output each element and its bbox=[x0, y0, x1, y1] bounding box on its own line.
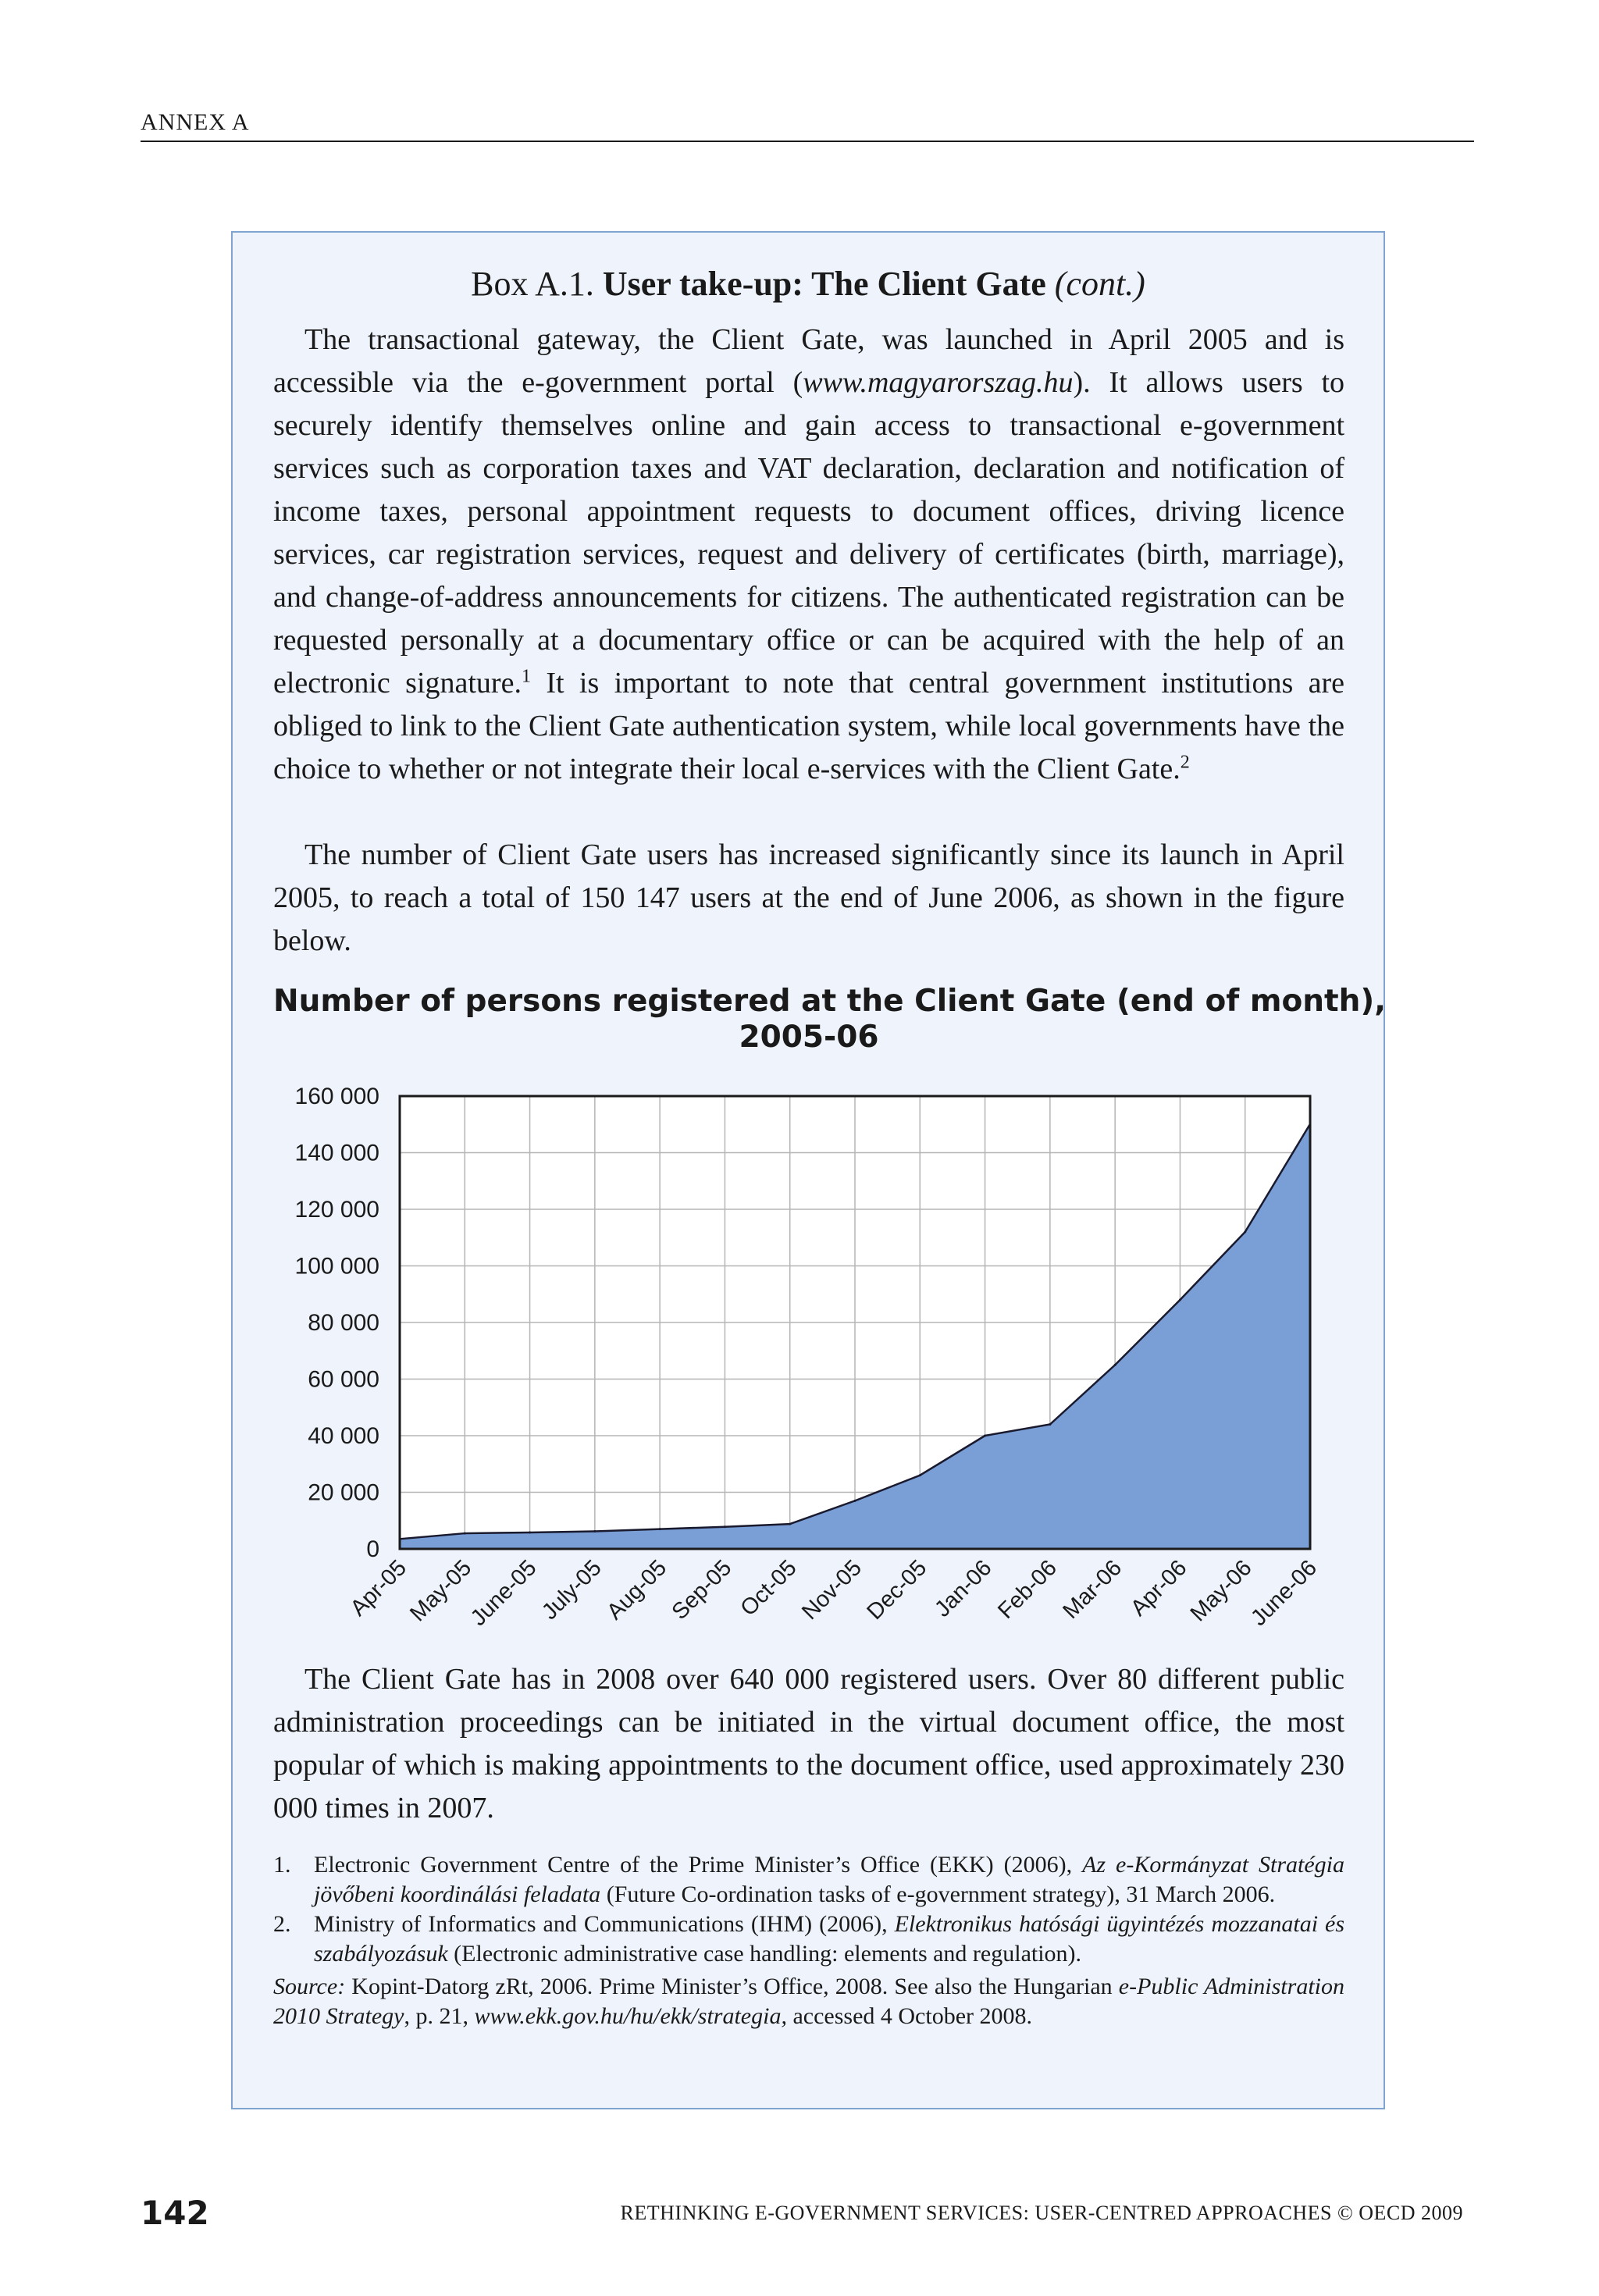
source-text: Kopint-Datorg zRt, 2006. Prime Minister’s Office, 2008. See also the Hungarian bbox=[345, 1974, 1119, 1999]
data-point bbox=[464, 1532, 466, 1535]
y-tick-label: 0 bbox=[366, 1536, 379, 1562]
y-tick-label: 80 000 bbox=[308, 1310, 379, 1336]
page-number: 142 bbox=[141, 2194, 209, 2232]
data-point bbox=[529, 1531, 531, 1533]
footnote-number: 2. bbox=[273, 1911, 291, 1937]
data-point bbox=[659, 1528, 661, 1530]
footnote-2 bbox=[273, 1910, 1344, 1969]
footnote-ref-2: 2 bbox=[1180, 752, 1190, 773]
data-point bbox=[1114, 1364, 1116, 1366]
x-tick-label: Mar-06 bbox=[1058, 1555, 1127, 1624]
source-url: www.ekk.gov.hu/hu/ekk/strategia, bbox=[474, 2003, 787, 2029]
p1-text-b: ). It allows users to securely identify themselves online and gain access to transactional e-government services such as corporation taxes and VAT declaration, declaration and notification of income taxes, personal appointment requests to document offices, driving licence services, car registration services, request and delivery of certificates (birth, marriage), and change-of-address announcements for citizens. The authenticated registration can be requested personally at a documentary office or can be acquired with the help of an electronic signature. bbox=[273, 366, 1345, 699]
box-cont: (cont.) bbox=[1054, 265, 1145, 303]
x-tick-label: May-05 bbox=[405, 1555, 477, 1627]
area-chart bbox=[233, 233, 1387, 1661]
footnote-ref-1: 1 bbox=[521, 666, 531, 687]
box-a1 bbox=[231, 231, 1385, 2109]
source-text: accessed 4 October 2008. bbox=[786, 2003, 1033, 2029]
p1-text-c: It is important to note that central government institutions are obliged to link to the Client Gate authentication system, while local governments have the choice to whether or not integrate their local e-services with the Client Gate. bbox=[273, 667, 1344, 785]
x-tick-label: Oct-05 bbox=[735, 1555, 802, 1621]
x-tick-label: Nov-05 bbox=[797, 1555, 867, 1625]
source-note bbox=[273, 1972, 1344, 2031]
source-text: , p. 21, bbox=[404, 2003, 475, 2029]
footnote-text: Ministry of Informatics and Communications (IHM) (2006), bbox=[314, 1911, 895, 1937]
running-head: ANNEX A bbox=[141, 109, 250, 135]
footnote-number: 1. bbox=[273, 1852, 291, 1878]
data-point bbox=[789, 1523, 791, 1525]
x-tick-label: June-05 bbox=[465, 1555, 542, 1632]
paragraph-3 bbox=[273, 1658, 1344, 1830]
x-tick-label: Sep-05 bbox=[667, 1555, 737, 1625]
footnote-text: (Electronic administrative case handling: elements and regulation). bbox=[447, 1941, 1082, 1967]
x-tick-label: Jan-06 bbox=[930, 1555, 997, 1622]
data-point bbox=[984, 1435, 986, 1437]
data-point bbox=[724, 1525, 726, 1528]
data-point bbox=[1244, 1231, 1246, 1233]
footnote-1 bbox=[273, 1850, 1344, 1910]
y-tick-label: 60 000 bbox=[308, 1366, 379, 1393]
y-tick-label: 20 000 bbox=[308, 1479, 379, 1506]
data-point bbox=[854, 1500, 856, 1502]
source-title: e-Public Administration 2010 Strategy bbox=[273, 1974, 1344, 2029]
p1-url: www.magyarorszag.hu bbox=[803, 366, 1074, 399]
footnote-title: Elektronikus hatósági ügyintézés mozzanatai és szabályozásuk bbox=[314, 1911, 1344, 1967]
footnote-title: Az e-Kormányzat Stratégia jövőbeni koordinálási feladata bbox=[314, 1852, 1344, 1907]
x-tick-label: Apr-05 bbox=[345, 1555, 411, 1621]
x-tick-label: June-06 bbox=[1246, 1555, 1322, 1632]
y-tick-label: 160 000 bbox=[294, 1084, 379, 1109]
chart-title-line-2: 2005-06 bbox=[739, 1020, 879, 1055]
footnote-text: (Future Co-ordination tasks of e-government strategy), 31 March 2006. bbox=[600, 1881, 1276, 1907]
footnote-text: Electronic Government Centre of the Prime Minister’s Office (EKK) (2006), bbox=[314, 1852, 1083, 1878]
data-point bbox=[1049, 1423, 1051, 1426]
p1-text-a: The transactional gateway, the Client Gate, was launched in April 2005 and is accessible via the e-government portal ( bbox=[273, 323, 1344, 399]
x-tick-label: Dec-05 bbox=[862, 1555, 932, 1625]
box-label: Box A.1. bbox=[471, 265, 594, 303]
y-tick-label: 100 000 bbox=[294, 1253, 379, 1280]
y-tick-label: 40 000 bbox=[308, 1423, 379, 1449]
p2-text: The number of Client Gate users has increased significantly since its launch in April 2005, to reach a total of 150 147 users at the end of June 2006, as shown in the figure below. bbox=[273, 838, 1344, 957]
x-tick-label: Apr-06 bbox=[1126, 1555, 1192, 1621]
y-tick-label: 140 000 bbox=[294, 1140, 379, 1166]
chart-title-line-1: Number of persons registered at the Client Gate (end of month), bbox=[273, 984, 1387, 1019]
box-heading: User take-up: The Client Gate bbox=[602, 265, 1046, 303]
x-tick-label: May-06 bbox=[1185, 1555, 1257, 1627]
footnotes bbox=[273, 1850, 1344, 2031]
y-tick-label: 120 000 bbox=[294, 1197, 379, 1223]
x-tick-label: Aug-05 bbox=[602, 1555, 672, 1625]
data-point bbox=[593, 1530, 596, 1532]
data-point bbox=[1179, 1299, 1181, 1301]
x-tick-label: Feb-06 bbox=[993, 1555, 1062, 1624]
p3-text: The Client Gate has in 2008 over 640 000 registered users. Over 80 different public administration proceedings can be initiated in the virtual document office, the most popular of which is making appointments to the document office, used approximately 230 000 times in 2007. bbox=[273, 1663, 1344, 1824]
x-tick-label: July-05 bbox=[537, 1555, 607, 1625]
data-point bbox=[919, 1474, 921, 1476]
header-rule bbox=[141, 141, 1474, 142]
source-label: Source: bbox=[273, 1974, 346, 1999]
footer-text: RETHINKING E-GOVERNMENT SERVICES: USER-CENTRED APPROACHES © OECD 2009 bbox=[620, 2202, 1463, 2224]
